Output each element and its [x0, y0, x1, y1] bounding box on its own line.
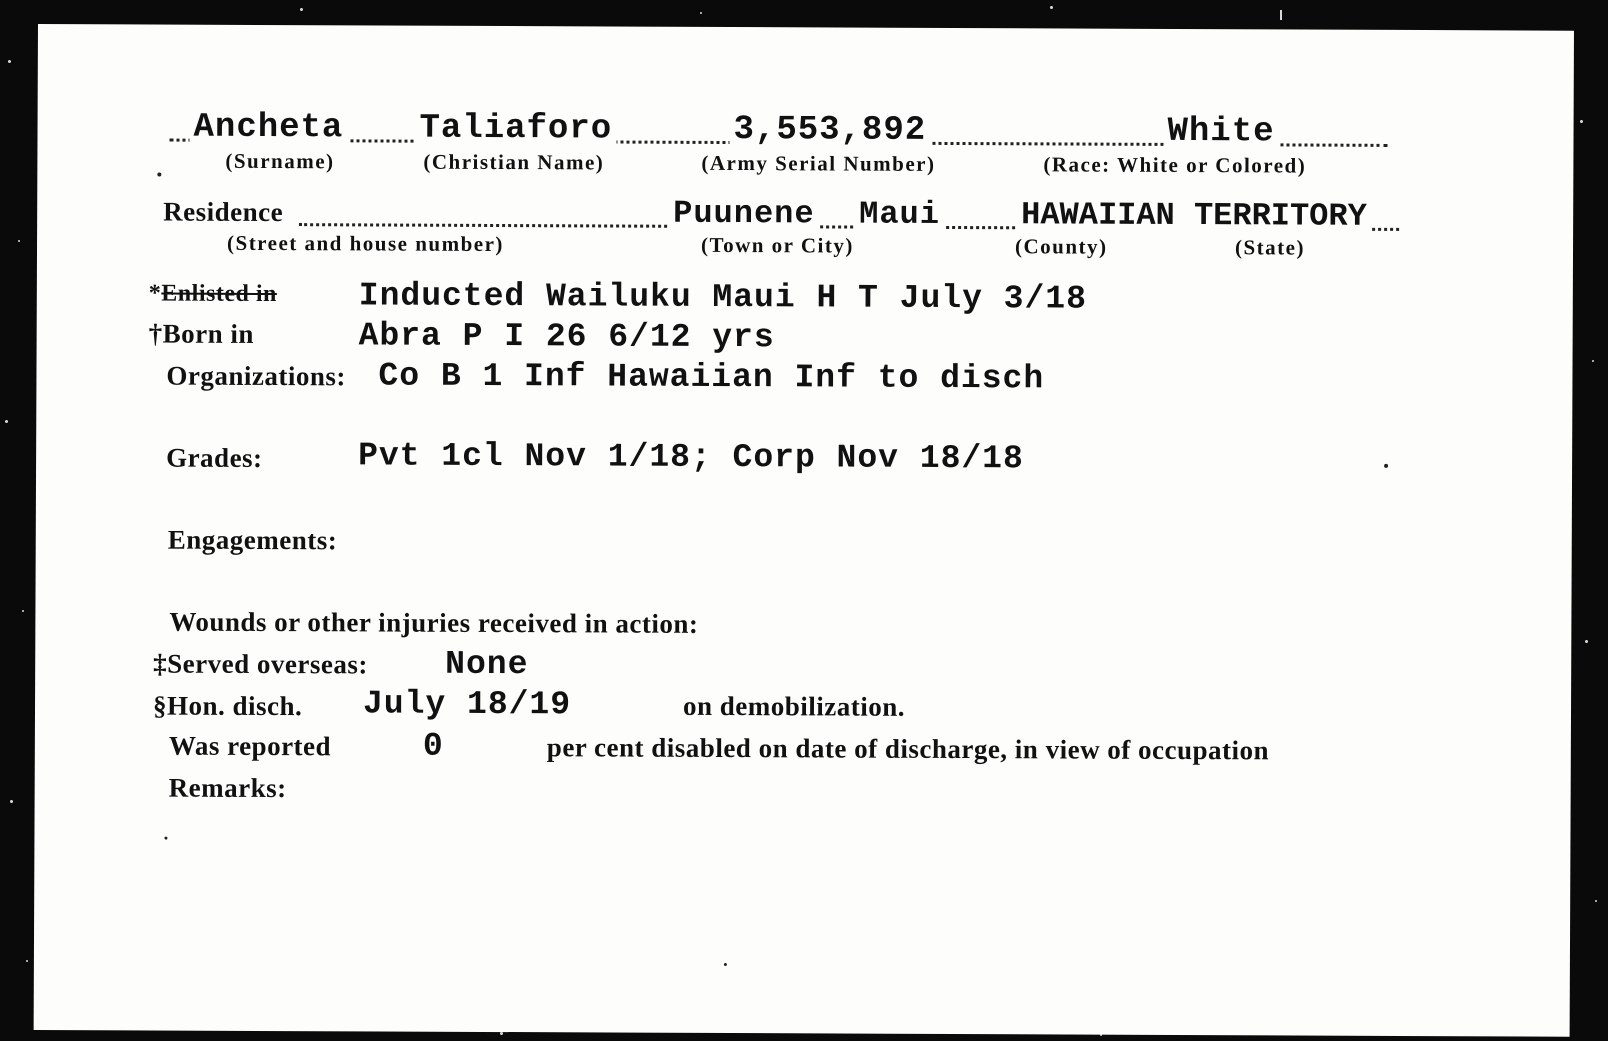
caption-race: (Race: White or Colored) [1043, 152, 1307, 178]
enlisted-label-text: Enlisted in [161, 280, 277, 308]
record-card [34, 24, 1574, 1037]
residence-town-value: Puunene [669, 195, 819, 233]
race-value: White [1163, 113, 1278, 152]
stray-mark [724, 963, 727, 966]
residence-label: Residence [163, 197, 287, 229]
organizations-value: Co B 1 Inf Hawaiian Inf to disch [378, 357, 1045, 398]
residence-state-value: HAWAIIAN TERRITORY [1017, 196, 1371, 235]
demobilization-label: on demobilization. [682, 690, 906, 722]
residence-county-value: Maui [855, 196, 944, 233]
stray-mark [164, 837, 167, 840]
born-value: Abra P I 26 6/12 yrs [358, 317, 775, 357]
reported-percent-value: 0 [422, 727, 444, 765]
grades-label: Grades: [166, 442, 263, 473]
stray-mark [157, 173, 161, 177]
grades-value: Pvt 1cl Nov 1/18; Corp Nov 18/18 [358, 437, 1024, 478]
caption-serial-number: (Army Serial Number) [701, 150, 936, 176]
enlisted-mark: * [148, 280, 162, 307]
stray-mark [1384, 464, 1388, 468]
was-reported-label: Was reported [168, 730, 332, 762]
enlisted-label [149, 280, 277, 308]
born-label: †Born in [148, 318, 254, 349]
caption-street: (Street and house number) [226, 230, 504, 257]
hon-disch-value: July 18/19 [362, 685, 572, 724]
hon-disch-label: §Hon. disch. [152, 690, 303, 722]
serial-number-value: 3,553,892 [729, 111, 930, 150]
caption-county: (County) [1014, 234, 1108, 259]
served-overseas-label: ‡Served overseas: [153, 648, 368, 680]
organizations-label: Organizations: [166, 360, 347, 392]
caption-surname: (Surname) [225, 148, 335, 174]
enlisted-value: Inducted Wailuku Maui H T July 3/18 [358, 277, 1088, 318]
served-overseas-value: None [445, 645, 529, 684]
engagements-label: Engagements: [167, 524, 338, 556]
remarks-label: Remarks: [168, 772, 287, 804]
caption-christian-name: (Christian Name) [423, 149, 605, 175]
surname-value: Ancheta [189, 109, 347, 148]
wounds-label: Wounds or other injuries received in action: [169, 606, 699, 639]
caption-town: (Town or City) [700, 232, 854, 258]
disabled-label: per cent disabled on date of discharge, in view of occupation [546, 732, 1270, 766]
christian-name-value: Taliaforo [415, 110, 616, 149]
caption-state: (State) [1234, 235, 1306, 260]
